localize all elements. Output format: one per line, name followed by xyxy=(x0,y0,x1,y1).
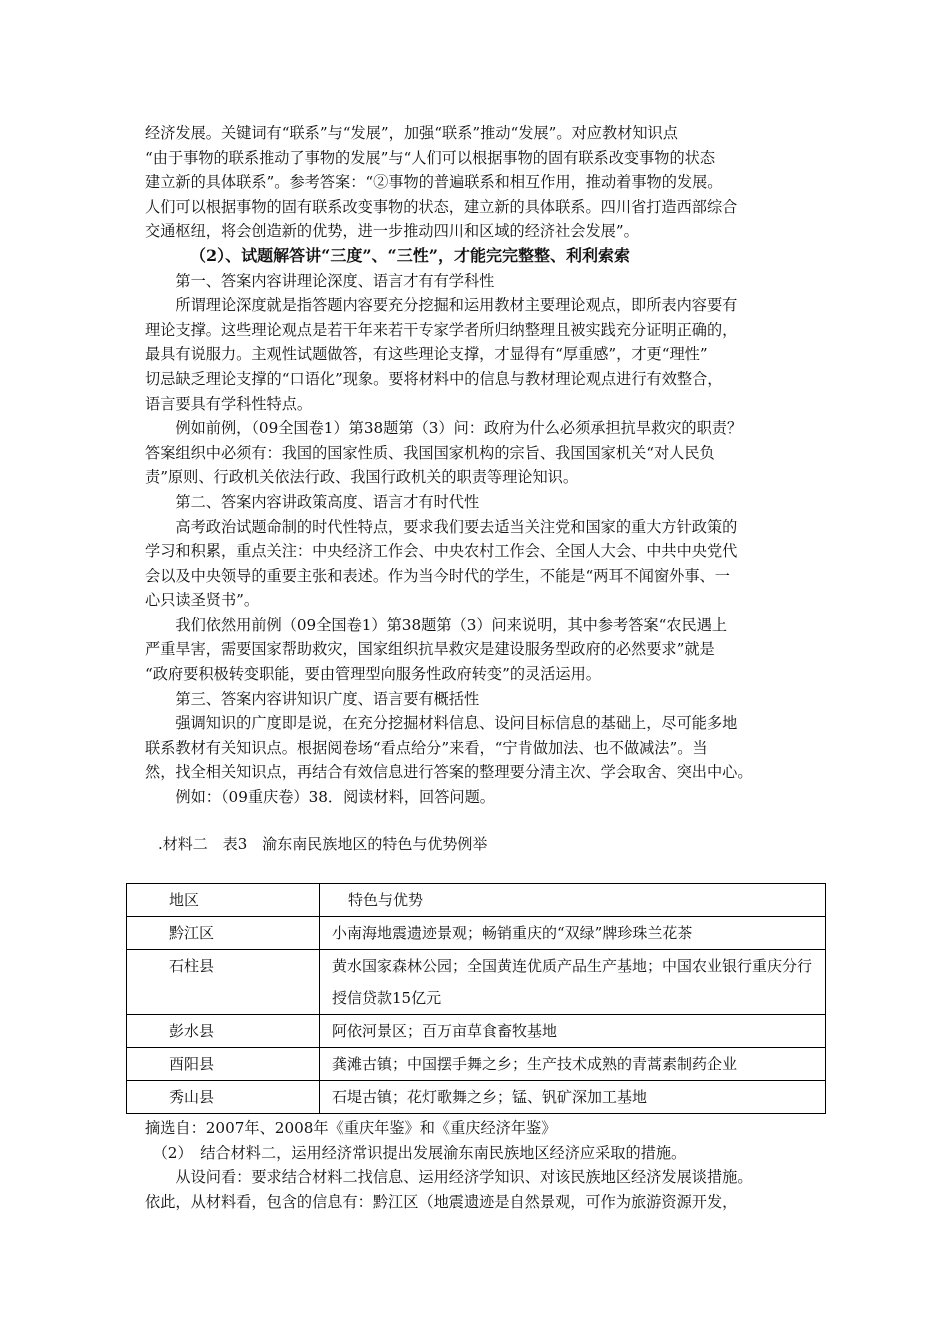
table-row xyxy=(127,1015,826,1048)
features-table xyxy=(126,883,826,1114)
paragraph-line: 最具有说服力。主观性试题做答，有这些理论支撑，才显得有“厚重感”，才更“理性” xyxy=(145,345,708,364)
paragraph-line: 然，找全相关知识点，再结合有效信息进行答案的整理要分清主次、学会取舍、突出中心。 xyxy=(145,763,753,782)
table-cell-features: 黄水国家森林公园；全国黄连优质产品生产基地；中国农业银行重庆分行授信贷款15亿元 xyxy=(320,950,826,1015)
paragraph-line: （2） 结合材料二，运用经济常识提出发展渝东南民族地区经济应采取的措施。 xyxy=(145,1143,687,1162)
table-caption: .材料二 表3 渝东南民族地区的特色与优势例举 xyxy=(158,835,488,853)
paragraph-line: 语言要具有学科性特点。 xyxy=(145,394,313,413)
paragraph-line: 人们可以根据事物的固有联系改变事物的状态，建立新的具体联系。四川省打造西部综合 xyxy=(145,197,738,216)
table-cell-features: 小南海地震遗迹景观；畅销重庆的“双绿”牌珍珠兰花茶 xyxy=(320,917,826,950)
table-cell-region: 石柱县 xyxy=(127,950,320,1015)
paragraph-line: 建立新的具体联系”。参考答案：“②事物的普遍联系和相互作用，推动着事物的发展。 xyxy=(145,173,723,192)
paragraph-line: 依此，从材料看，包含的信息有：黔江区（地震遗迹是自然景观，可作为旅游资源开发， xyxy=(145,1192,738,1211)
paragraph-line: 联系教材有关知识点。根据阅卷场“看点给分”来看，“宁肯做加法、也不做减法”。当 xyxy=(145,738,708,757)
table-cell-features: 龚滩古镇；中国摆手舞之乡；生产技术成熟的青蒿素制药企业 xyxy=(320,1048,826,1081)
paragraph-line: 例如前例，（09全国卷1）第38题第（3）问：政府为什么必须承担抗旱救灾的职责？ xyxy=(145,419,743,438)
paragraph-line: 第一、答案内容讲理论深度、语言才有有学科性 xyxy=(145,271,495,290)
table-cell-region: 酉阳县 xyxy=(127,1048,320,1081)
table-cell-region: 黔江区 xyxy=(127,917,320,950)
table-row xyxy=(127,917,826,950)
paragraph-line: 严重旱害，需要国家帮助救灾，国家组织抗旱救灾是建设服务型政府的必然要求”就是 xyxy=(145,640,715,659)
table-header-cell: 地区 xyxy=(127,884,320,917)
paragraph-line: 摘选自：2007年、2008年《重庆年鉴》和《重庆经济年鉴》 xyxy=(145,1119,557,1137)
table-row xyxy=(127,950,826,1015)
paragraph-line: 所谓理论深度就是指答题内容要充分挖掘和运用教材主要理论观点，即所表内容要有 xyxy=(145,296,738,315)
body-text-top xyxy=(145,121,820,810)
paragraph-line: 会以及中央领导的重要主张和表述。作为当今时代的学生，不能是“两耳不闻窗外事、一 xyxy=(145,566,730,585)
paragraph-line: 高考政治试题命制的时代性特点，要求我们要去适当关注党和国家的重大方针政策的 xyxy=(145,517,738,536)
paragraph-line: 责”原则、行政机关依法行政、我国行政机关的职责等理论知识。 xyxy=(145,468,579,487)
body-text-bottom xyxy=(145,1116,825,1214)
paragraph-line: 理论支撑。这些理论观点是若干年来若干专家学者所归纳整理且被实践充分证明正确的， xyxy=(145,320,738,339)
paragraph-line: “政府要积极转变职能，要由管理型向服务性政府转变”的灵活运用。 xyxy=(145,665,601,684)
paragraph-line: 例如：（09重庆卷）38．阅读材料，回答问题。 xyxy=(145,788,495,807)
paragraph-line: 学习和积累，重点关注：中央经济工作会、中央农村工作会、全国人大会、中共中央党代 xyxy=(145,542,738,561)
table-cell-features: 石堤古镇；花灯歌舞之乡；锰、钒矿深加工基地 xyxy=(320,1081,826,1114)
table-row xyxy=(127,1048,826,1081)
table-header-cell: 特色与优势 xyxy=(320,884,826,917)
paragraph-line: 答案组织中必须有：我国的国家性质、我国国家机构的宗旨、我国国家机关“对人民负 xyxy=(145,443,715,462)
paragraph-line: 交通枢纽，将会创造新的优势，进一步推动四川和区域的经济社会发展”。 xyxy=(145,222,639,241)
table-row xyxy=(127,1081,826,1114)
paragraph-line: 心只读圣贤书”。 xyxy=(145,591,260,610)
paragraph-line: 从设问看：要求结合材料二找信息、运用经济学知识、对该民族地区经济发展谈措施。 xyxy=(145,1168,753,1187)
section-heading: （2）、试题解答讲“三度”、“三性”，才能完完整整、利利索索 xyxy=(190,245,630,265)
paragraph-line: 第二、答案内容讲政策高度、语言才有时代性 xyxy=(145,492,480,511)
paragraph-line: 强调知识的广度即是说，在充分挖掘材料信息、设问目标信息的基础上，尽可能多地 xyxy=(145,714,738,733)
paragraph-line: 经济发展。关键词有“联系”与“发展”，加强“联系”推动“发展”。对应教材知识点 xyxy=(145,124,678,142)
paragraph-line: 我们依然用前例（09全国卷1）第38题第（3）问来说明，其中参考答案“农民遇上 xyxy=(145,615,728,634)
table-header-row xyxy=(127,884,826,917)
paragraph-line: 切忌缺乏理论支撑的“口语化”现象。要将材料中的信息与教材理论观点进行有效整合， xyxy=(145,369,723,388)
table-cell-region: 彭水县 xyxy=(127,1015,320,1048)
paragraph-line: “由于事物的联系推动了事物的发展”与“人们可以根据事物的固有联系改变事物的状态 xyxy=(145,148,716,167)
table-cell-features: 阿依河景区；百万亩草食畜牧基地 xyxy=(320,1015,826,1048)
table-cell-region: 秀山县 xyxy=(127,1081,320,1114)
paragraph-line: 第三、答案内容讲知识广度、语言要有概括性 xyxy=(145,689,480,708)
